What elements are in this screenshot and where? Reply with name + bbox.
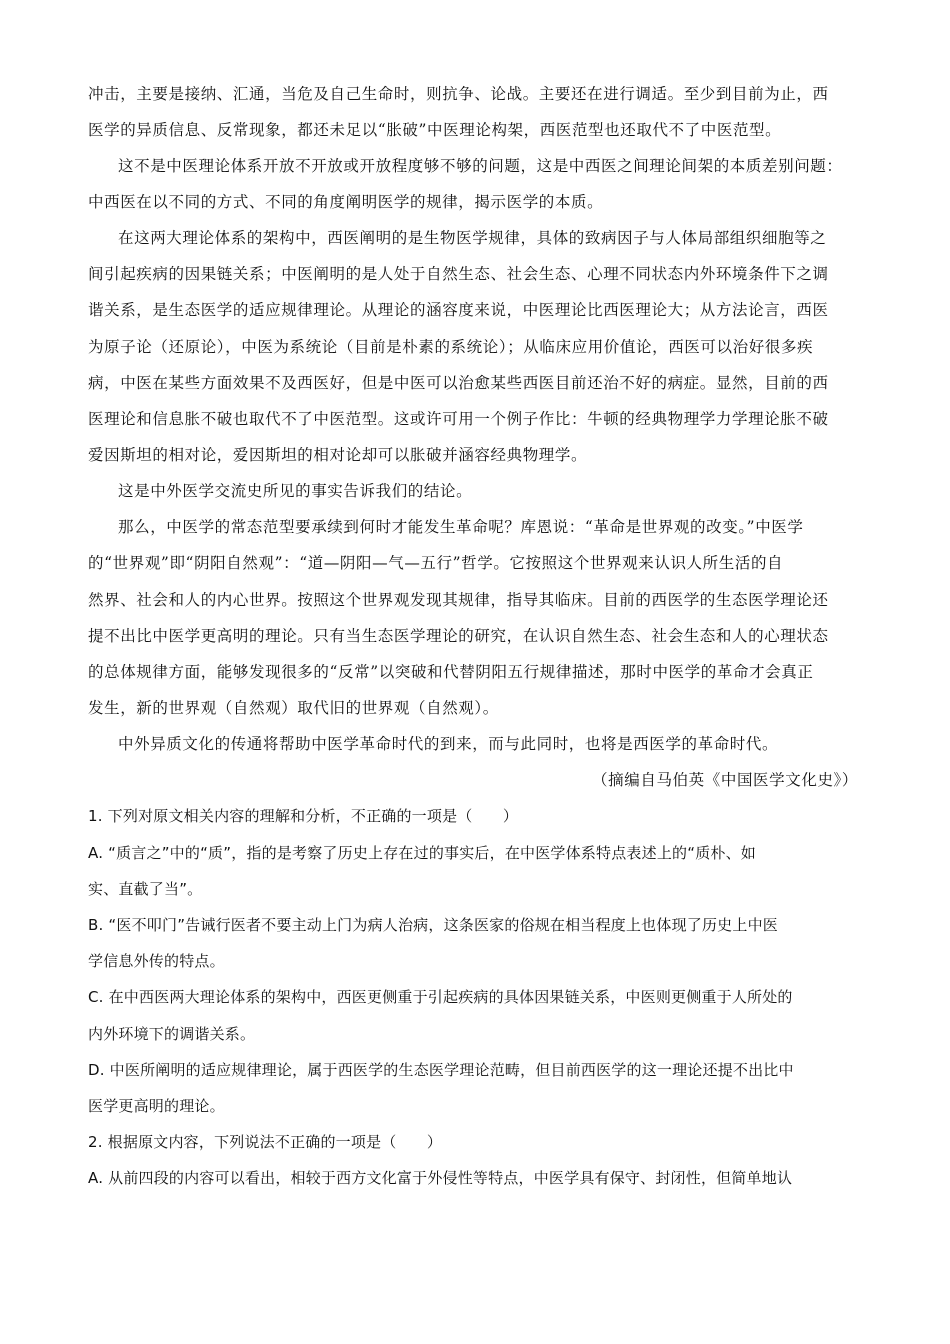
- question-1-option-c-cont: 内外环境下的调谐关系。: [88, 1025, 256, 1043]
- passage-line: 中外异质文化的传通将帮助中医学革命时代的到来，而与此同时，也将是西医学的革命时代。: [118, 735, 779, 753]
- passage-source: （摘编自马伯英《中国医学文化史》）: [592, 771, 858, 789]
- passage-line: 然界、社会和人的内心世界。按照这个世界观发现其规律，指导其临床。目前的西医学的生态医学理论还: [88, 591, 829, 609]
- question-1-option-a-cont: 实、直截了当”。: [88, 880, 203, 898]
- question-1-option-b: B. “医不叩门”告诫行医者不要主动上门为病人治病，这条医家的俗规在相当程度上也体现了历史上中医: [88, 916, 778, 934]
- question-1-option-c: C. 在中西医两大理论体系的架构中，西医更侧重于引起疾病的具体因果链关系，中医则更侧重于人所处的: [88, 988, 793, 1006]
- passage-line: 中西医在以不同的方式、不同的角度阐明医学的规律，揭示医学的本质。: [88, 193, 604, 211]
- passage-line: 那么，中医学的常态范型要承续到何时才能发生革命呢？库恩说：“革命是世界观的改变。”中医学: [118, 518, 804, 536]
- passage-line: 的“世界观”即“阴阳自然观”：“道—阴阳—气—五行”哲学。它按照这个世界观来认识人所生活的自: [88, 554, 784, 572]
- question-2-stem: 2. 根据原文内容，下列说法不正确的一项是（ ）: [88, 1133, 443, 1151]
- passage-line: 这是中外医学交流史所见的事实告诉我们的结论。: [118, 482, 473, 500]
- passage-line: 在这两大理论体系的架构中，西医阐明的是生物医学规律，具体的致病因子与人体局部组织细胞等之: [118, 229, 827, 247]
- question-2-option-a: A. 从前四段的内容可以看出，相较于西方文化富于外侵性等特点，中医学具有保守、封闭性，但简单地认: [88, 1169, 793, 1187]
- passage-line: 这不是中医理论体系开放不开放或开放程度够不够的问题，这是中西医之间理论间架的本质差别问题：: [118, 157, 843, 175]
- passage-line: 的总体规律方面，能够发现很多的“反常”以突破和代替阴阳五行规律描述，那时中医学的革命才会真正: [88, 663, 814, 681]
- question-1-option-a: A. “质言之”中的“质”，指的是考察了历史上存在过的事实后，在中医学体系特点表述上的“质朴、如: [88, 844, 756, 862]
- question-1-option-d: D. 中医所阐明的适应规律理论，属于西医学的生态医学理论范畴，但目前西医学的这一理论还提不出比中: [88, 1061, 794, 1079]
- question-1-option-b-cont: 学信息外传的特点。: [88, 952, 225, 970]
- question-1-stem: 1. 下列对原文相关内容的理解和分析，不正确的一项是（ ）: [88, 807, 519, 825]
- passage-line: 病，中医在某些方面效果不及西医好，但是中医可以治愈某些西医目前还治不好的病症。显然，目前的西: [88, 374, 829, 392]
- passage-line: 谐关系，是生态医学的适应规律理论。从理论的涵容度来说，中医理论比西医理论大；从方法论言，西医: [88, 301, 829, 319]
- question-1-option-d-cont: 医学更高明的理论。: [88, 1097, 225, 1115]
- passage-line: 发生，新的世界观（自然观）取代旧的世界观（自然观）。: [88, 699, 499, 717]
- passage-line: 医理论和信息胀不破也取代不了中医范型。这或许可用一个例子作比：牛顿的经典物理学力学理论胀不破: [88, 410, 829, 428]
- passage-line: 为原子论（还原论），中医为系统论（目前是朴素的系统论）；从临床应用价值论，西医可以治好很多疾: [88, 338, 814, 356]
- passage-line: 提不出比中医学更高明的理论。只有当生态医学理论的研究，在认识自然生态、社会生态和人的心理状态: [88, 627, 829, 645]
- passage-line: 爱因斯坦的相对论，爱因斯坦的相对论却可以胀破并涵容经典物理学。: [88, 446, 588, 464]
- passage-line: 间引起疾病的因果链关系；中医阐明的是人处于自然生态、社会生态、心理不同状态内外环境条件下之调: [88, 265, 829, 283]
- passage-line: 医学的异质信息、反常现象，都还未足以“胀破”中医理论构架，西医范型也还取代不了中医范型。: [88, 121, 782, 139]
- passage-line: 冲击，主要是接纳、汇通，当危及自己生命时，则抗争、论战。主要还在进行调适。至少到目前为止，西: [88, 85, 829, 103]
